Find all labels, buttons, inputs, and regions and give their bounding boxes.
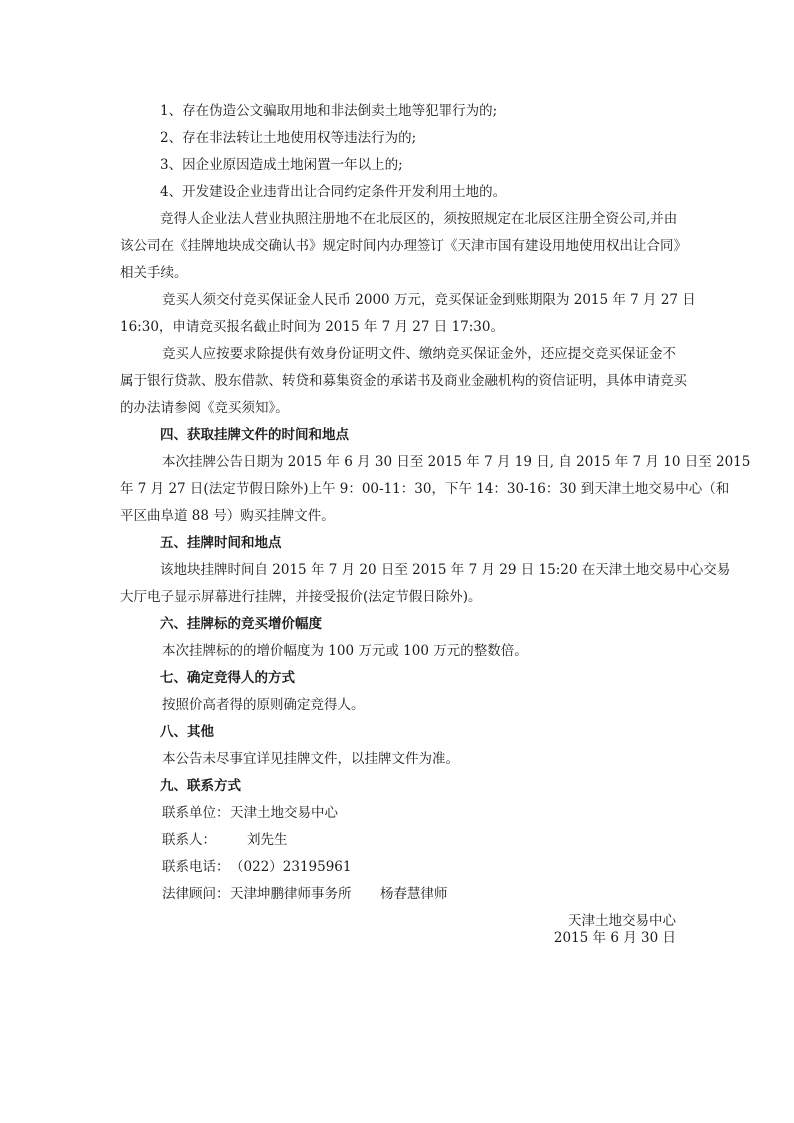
section-heading: 九、联系方式 xyxy=(160,778,241,794)
list-item: 3、因企业原因造成土地闲置一年以上的; xyxy=(160,157,403,173)
paragraph-line: 年 7 月 27 日(法定节假日除外)上午 9：00-11：30，下午 14：30-16：30 到天津土地交易中心（和 xyxy=(120,481,730,497)
paragraph-line: 属于银行贷款、股东借款、转贷和募集资金的承诺书及商业金融机构的资信证明，具体申请竞买 xyxy=(120,373,687,389)
paragraph-line: 大厅电子显示屏幕进行挂牌，并接受报价(法定节假日除外)。 xyxy=(120,589,482,605)
paragraph-line: 该公司在《挂牌地块成交确认书》规定时间内办理签订《天津市国有建设用地使用权出让合同》 xyxy=(120,238,687,254)
contact-person-value: 刘先生 xyxy=(247,832,288,848)
section-heading: 五、挂牌时间和地点 xyxy=(160,535,282,551)
list-item: 1、存在伪造公文骗取用地和非法倒卖土地等犯罪行为的; xyxy=(160,103,498,119)
paragraph-line: 平区曲阜道 88 号）购买挂牌文件。 xyxy=(120,508,335,524)
contact-phone-label: 联系电话： xyxy=(162,859,230,875)
section-heading: 四、获取挂牌文件的时间和地点 xyxy=(160,427,349,443)
paragraph-line: 本公告未尽事宜详见挂牌文件，以挂牌文件为准。 xyxy=(162,751,459,767)
paragraph-line: 竞买人应按要求除提供有效身份证明文件、缴纳竞买保证金外，还应提交竞买保证金不 xyxy=(162,346,676,362)
section-heading: 六、挂牌标的竞买增价幅度 xyxy=(160,616,322,632)
section-heading: 七、确定竞得人的方式 xyxy=(160,670,295,686)
list-item: 4、开发建设企业违背出让合同约定条件开发利用土地的。 xyxy=(160,184,507,200)
signature-org: 天津土地交易中心 xyxy=(568,913,676,929)
paragraph-line: 相关手续。 xyxy=(120,265,188,281)
paragraph-line: 的办法请参阅《竞买须知》。 xyxy=(120,400,289,416)
contact-unit-label: 联系单位： xyxy=(162,805,230,821)
paragraph-line: 竞买人须交付竞买保证金人民币 2000 万元，竞买保证金到账期限为 2015 年 7 月 27 日 xyxy=(162,292,696,308)
paragraph-line: 竞得人企业法人营业执照注册地不在北辰区的，须按照规定在北辰区注册全资公司,并由 xyxy=(160,211,678,227)
legal-advisor-firm: 天津坤鹏律师事务所 xyxy=(230,886,352,902)
paragraph-line: 按照价高者得的原则确定竞得人。 xyxy=(162,697,365,713)
legal-advisor-name: 杨春慧律师 xyxy=(380,886,448,902)
section-heading: 八、其他 xyxy=(160,724,214,740)
list-item: 2、存在非法转让土地使用权等违法行为的; xyxy=(160,130,417,146)
paragraph-line: 本次挂牌公告日期为 2015 年 6 月 30 日至 2015 年 7 月 19 日, 自 2015 年 7 月 10 日至 2015 xyxy=(162,454,751,470)
signature-date: 2015 年 6 月 30 日 xyxy=(553,930,676,946)
contact-phone-value: （022）23195961 xyxy=(230,859,352,875)
paragraph-line: 本次挂牌标的的增价幅度为 100 万元或 100 万元的整数倍。 xyxy=(162,643,528,659)
paragraph-line: 16:30，申请竞买报名截止时间为 2015 年 7 月 27 日 17:30。 xyxy=(120,319,504,335)
contact-unit-value: 天津土地交易中心 xyxy=(230,805,338,821)
contact-person-label: 联系人： xyxy=(162,832,216,848)
paragraph-line: 该地块挂牌时间自 2015 年 7 月 20 日至 2015 年 7 月 29 日 15:20 在天津土地交易中心交易 xyxy=(160,562,731,578)
legal-advisor-label: 法律顾问： xyxy=(162,886,230,902)
